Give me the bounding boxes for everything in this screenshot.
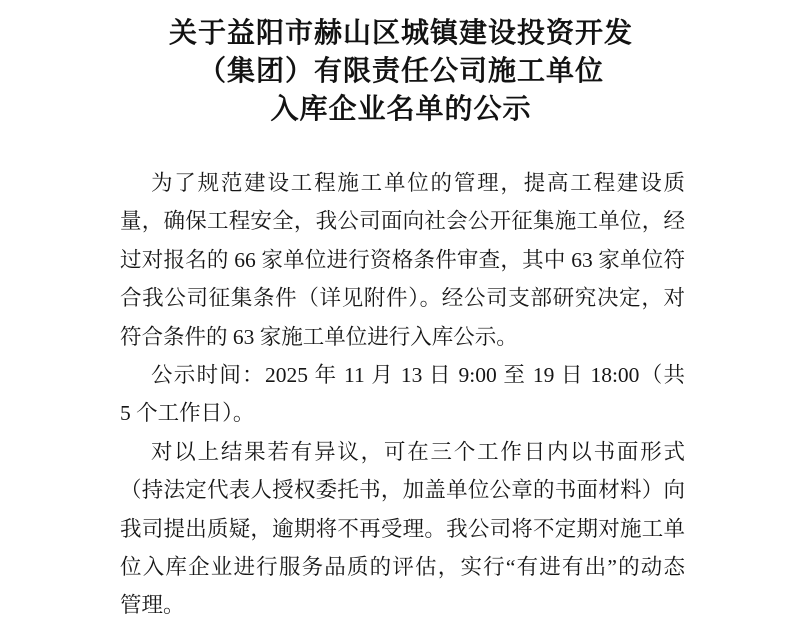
paragraph-line: 合我公司征集条件（详见附件）。经公司支部研究决定，对: [120, 286, 685, 311]
page-title: [118, 0, 684, 128]
title-line-2: （集团）有限责任公司施工单位: [197, 55, 604, 86]
paragraph-line: 我司提出质疑，逾期将不再受理。我公司将不定期对施工单: [120, 516, 685, 541]
title-line-1: 关于益阳市赫山区城镇建设投资开发: [168, 17, 633, 48]
paragraph-line: 对以上结果若有异议，可在三个工作日内以书面形式: [151, 439, 685, 464]
paragraph-objection: [120, 433, 685, 625]
paragraph-line: 管理。: [120, 593, 185, 618]
paragraph-line: 过对报名的 66 家单位进行资格条件审查，其中 63 家单位符: [120, 247, 685, 272]
paragraph-line: 5 个工作日）。: [120, 401, 255, 426]
paragraph-line: 公示时间：2025 年 11 月 13 日 9:00 至 19 日 18:00（共: [151, 363, 685, 388]
paragraph-line: 量，确保工程安全，我公司面向社会公开征集施工单位，经: [120, 209, 685, 234]
paragraph-line: 符合条件的 63 家施工单位进行入库公示。: [120, 324, 518, 349]
title-line-3: 入库企业名单的公示: [270, 93, 532, 124]
paragraph-line: 为了规范建设工程施工单位的管理，提高工程建设质: [151, 171, 685, 195]
paragraph-intro: [120, 164, 685, 356]
paragraph-line: 位入库企业进行服务品质的评估，实行“有进有出”的动态: [120, 555, 685, 580]
paragraph-publicity-period: [120, 356, 685, 433]
paragraph-line: （持法定代表人授权委托书，加盖单位公章的书面材料）向: [120, 478, 685, 503]
document-body: [120, 164, 685, 625]
